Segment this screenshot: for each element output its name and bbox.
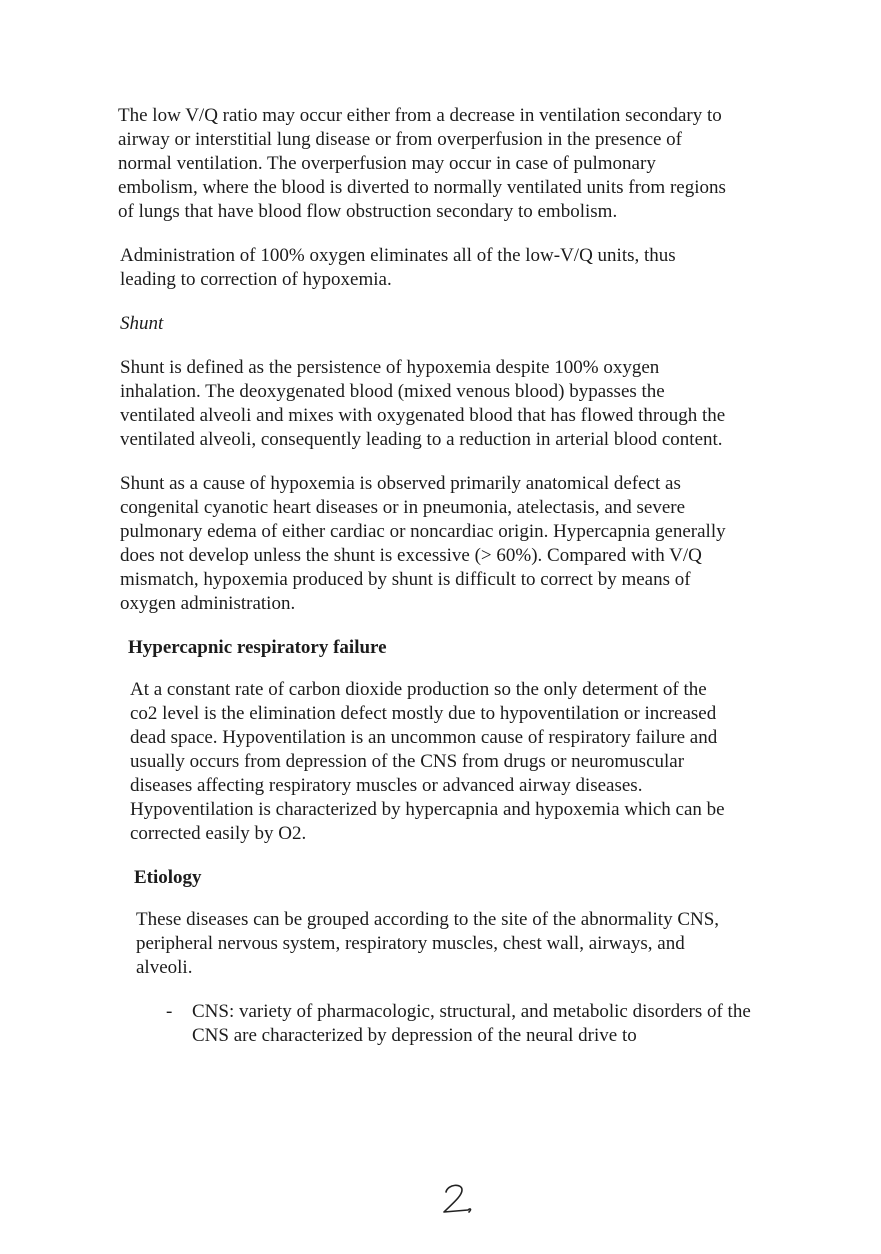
bullet-marker: - [166, 1001, 173, 1022]
paragraph-oxygen-administration: Administration of 100% oxygen eliminates all of the low-V/Q units, thus leading to correction of hypoxemia. [120, 245, 676, 290]
paragraph-shunt-causes: Shunt as a cause of hypoxemia is observed primarily anatomical defect as congenital cyanotic heart diseases or in pneumonia, atelectasis, and severe pulmonary edema of either cardiac or noncardiac origin. Hypercapnia generally does not develop unless the shunt is excessive (> 60%). Compared with V/Q mismatch, hypoxemia produced by shunt is difficult to correct by means of oxygen administration. [120, 473, 726, 614]
hypercapnic-heading: Hypercapnic respiratory failure [128, 637, 387, 658]
paragraph-etiology: These diseases can be grouped according to the site of the abnormality CNS, peripheral nervous system, respiratory muscles, chest wall, airways, and alveoli. [136, 909, 720, 978]
paragraph-hypercapnic: At a constant rate of carbon dioxide production so the only determent of the co2 level is the elimination defect mostly due to hypoventilation or increased dead space. Hypoventilation is an uncommon cause of respiratory failure and usually occurs from depression of the CNS from drugs or neuromuscular diseases affecting respiratory muscles or advanced airway diseases. Hypoventilation is characterized by hypercapnia and hypoxemia which can be corrected easily by O2. [130, 679, 725, 844]
document-body [118, 104, 751, 1048]
paragraph-shunt-definition: Shunt is defined as the persistence of hypoxemia despite 100% oxygen inhalation. The deoxygenated blood (mixed venous blood) bypasses the ventilated alveoli and mixes with oxygenated blood that has flowed through the ventilated alveoli, consequently leading to a reduction in arterial blood content. [120, 357, 726, 450]
paragraph-low-vq: The low V/Q ratio may occur either from a decrease in ventilation secondary to airway or interstitial lung disease or from overperfusion in the presence of normal ventilation. The overperfusion may occur in case of pulmonary embolism, where the blood is diverted to normally ventilated units from regions of lungs that have blood flow obstruction secondary to embolism. [118, 105, 726, 222]
bullet-item-cns [166, 1000, 756, 1048]
bullet-text: CNS: variety of pharmacologic, structural, and metabolic disorders of the CNS are characterized by depression of the neural drive to [192, 1001, 751, 1046]
etiology-heading: Etiology [134, 867, 202, 888]
shunt-heading: Shunt [120, 313, 164, 334]
handwritten-page-number [438, 1180, 478, 1220]
